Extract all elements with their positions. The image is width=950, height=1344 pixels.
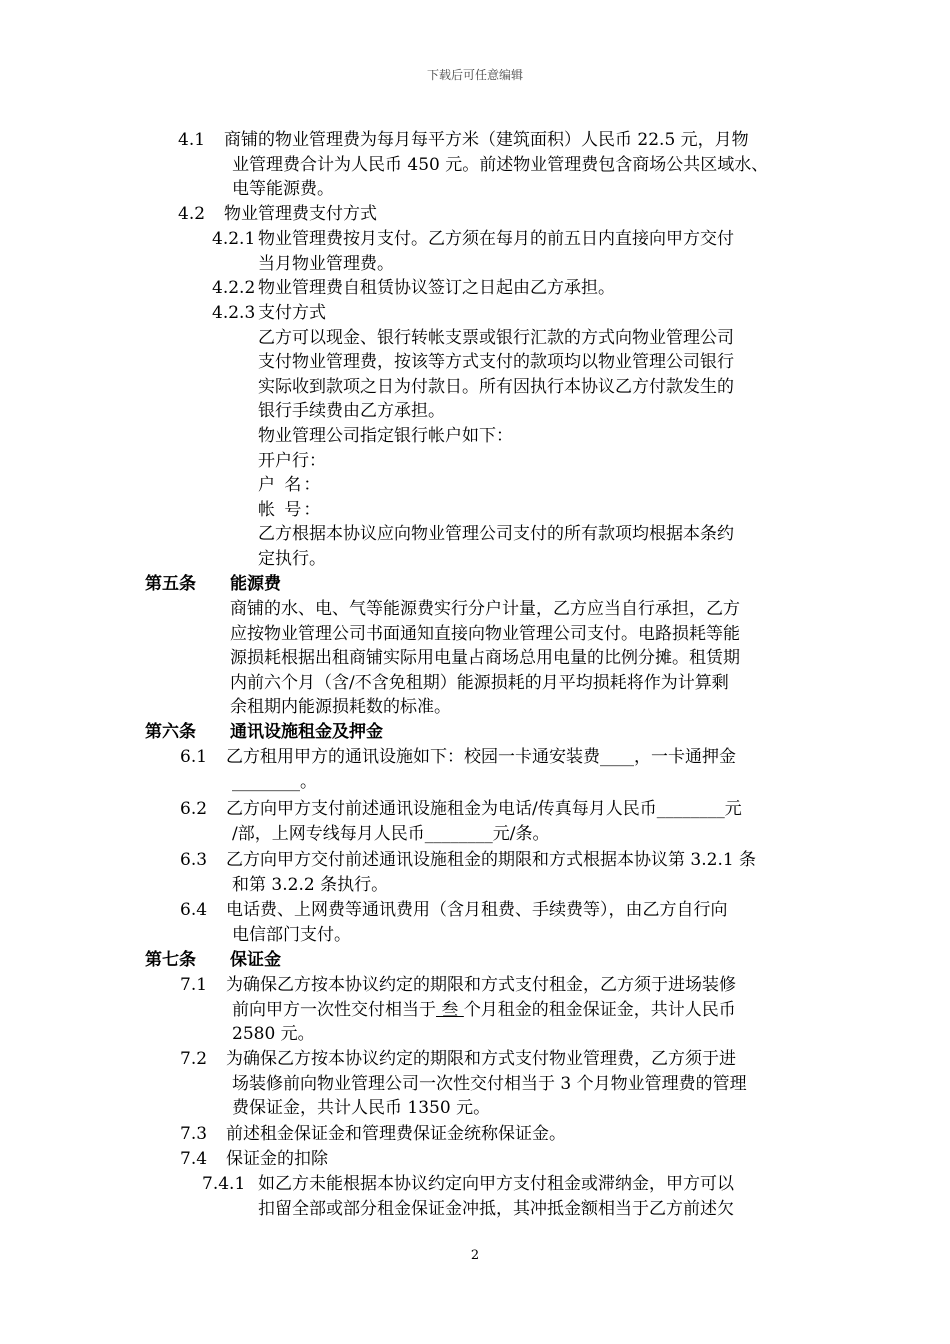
clause-4-2-title: 物业管理费支付方式 xyxy=(224,204,377,224)
clause-number: 7.4 xyxy=(180,1149,208,1169)
clause-4-1-text: 商铺的物业管理费为每月每平方米（建筑面积）人民币 22.5 元，月物 业管理费合计为人民币 450 元。前述物业管理费包含商场公共区域水、 电等能源费。 xyxy=(224,130,769,200)
account-name-label: 户 名： xyxy=(258,475,323,496)
clause-number: 7.3 xyxy=(180,1124,208,1144)
bank-intro: 物业管理公司指定银行帐户如下： xyxy=(258,425,513,446)
clause-4-2-1-text: 物业管理费按月支付。乙方须在每月的前五日内直接向甲方交付 当月物业管理费。 xyxy=(258,229,734,274)
clause-number: 7.2 xyxy=(180,1049,208,1069)
article-title: 保证金 xyxy=(230,950,281,970)
clause-7-1-text: 为确保乙方按本协议约定的期限和方式支付租金，乙方须于进场装修 前向甲方一次性交付相当于 叁 个月租金的租金保证金，共计人民币 2580 元。 xyxy=(226,975,736,1045)
clause-number: 4.2 xyxy=(178,204,206,224)
clause-6-4-text: 电话费、上网费等通讯费用（含月租费、手续费等），由乙方自行向 电信部门支付。 xyxy=(226,900,728,945)
clause-number: 4.1 xyxy=(178,130,206,150)
article-label: 第七条 xyxy=(145,950,196,970)
article-label: 第六条 xyxy=(145,722,196,742)
clause-6-2-text: 乙方向甲方支付前述通讯设施租金为电话/传真每月人民币________元 /部，上网专线每月人民币________元/条。 xyxy=(226,799,742,844)
article-5-text: 商铺的水、电、气等能源费实行分户计量，乙方应当自行承担，乙方 应按物业管理公司书面通知直接向物业管理公司支付。电路损耗等能 源损耗根据出租商铺实际用电量占商场总用电量的比例分摊。租赁期 内前六个月（含/不含免租期）能源损耗的月平均损耗将作为计算剩 余租期内能源损耗数的标准。 xyxy=(230,599,740,718)
months-fill-in: 叁 xyxy=(436,999,464,1020)
article-title: 通讯设施租金及押金 xyxy=(230,722,383,742)
clause-number: 6.2 xyxy=(180,799,208,819)
clause-number: 6.4 xyxy=(180,900,208,920)
article-label: 第五条 xyxy=(145,574,196,594)
clause-7-2-text: 为确保乙方按本协议约定的期限和方式支付物业管理费，乙方须于进 场装修前向物业管理公司一次性交付相当于 3 个月物业管理费的管理 费保证金，共计人民币 1350 元。 xyxy=(226,1049,747,1119)
account-number-label: 帐 号： xyxy=(258,499,323,520)
clause-number: 6.1 xyxy=(180,747,208,767)
clause-4-2-2-text: 物业管理费自租赁协议签订之日起由乙方承担。 xyxy=(258,278,615,298)
clause-4-2-3-text: 支付方式 乙方可以现金、银行转帐支票或银行汇款的方式向物业管理公司 支付物业管理费，按该等方式支付的款项均以物业管理公司银行 实际收到款项之日为付款日。所有因执行本协议乙方付款发生的 银行手续费由乙方承担。 物业管理公司指定银行帐户如下： 开户行： 户 名： 帐 号： 乙方根据本协议应向物业管理公司支付的所有款项均根据本条约 定执行。 xyxy=(258,303,734,569)
page-header: 下载后可任意编辑 xyxy=(426,68,523,82)
article-title: 能源费 xyxy=(230,574,281,594)
clause-7-3-text: 前述租金保证金和管理费保证金统称保证金。 xyxy=(226,1124,566,1144)
bank-name-label: 开户行： xyxy=(258,450,326,471)
clause-number: 6.3 xyxy=(180,850,208,870)
clause-7-4-title: 保证金的扣除 xyxy=(226,1149,328,1169)
clause-number: 4.2.3 xyxy=(212,303,256,323)
page-number: 2 xyxy=(470,1248,480,1263)
clause-number: 4.2.1 xyxy=(212,229,256,249)
clause-7-4-1-text: 如乙方未能根据本协议约定向甲方支付租金或滞纳金，甲方可以 扣留全部或部分租金保证金冲抵，其冲抵金额相当于乙方前述欠 xyxy=(258,1174,734,1219)
clause-number: 7.1 xyxy=(180,975,208,995)
clause-6-1-text: 乙方租用甲方的通讯设施如下：校园一卡通安装费____，一卡通押金 ________。 xyxy=(226,747,736,792)
clause-number: 7.4.1 xyxy=(202,1174,246,1194)
clause-6-3-text: 乙方向甲方交付前述通讯设施租金的期限和方式根据本协议第 3.2.1 条 和第 3.2.2 条执行。 xyxy=(226,850,757,895)
clause-number: 4.2.2 xyxy=(212,278,256,298)
